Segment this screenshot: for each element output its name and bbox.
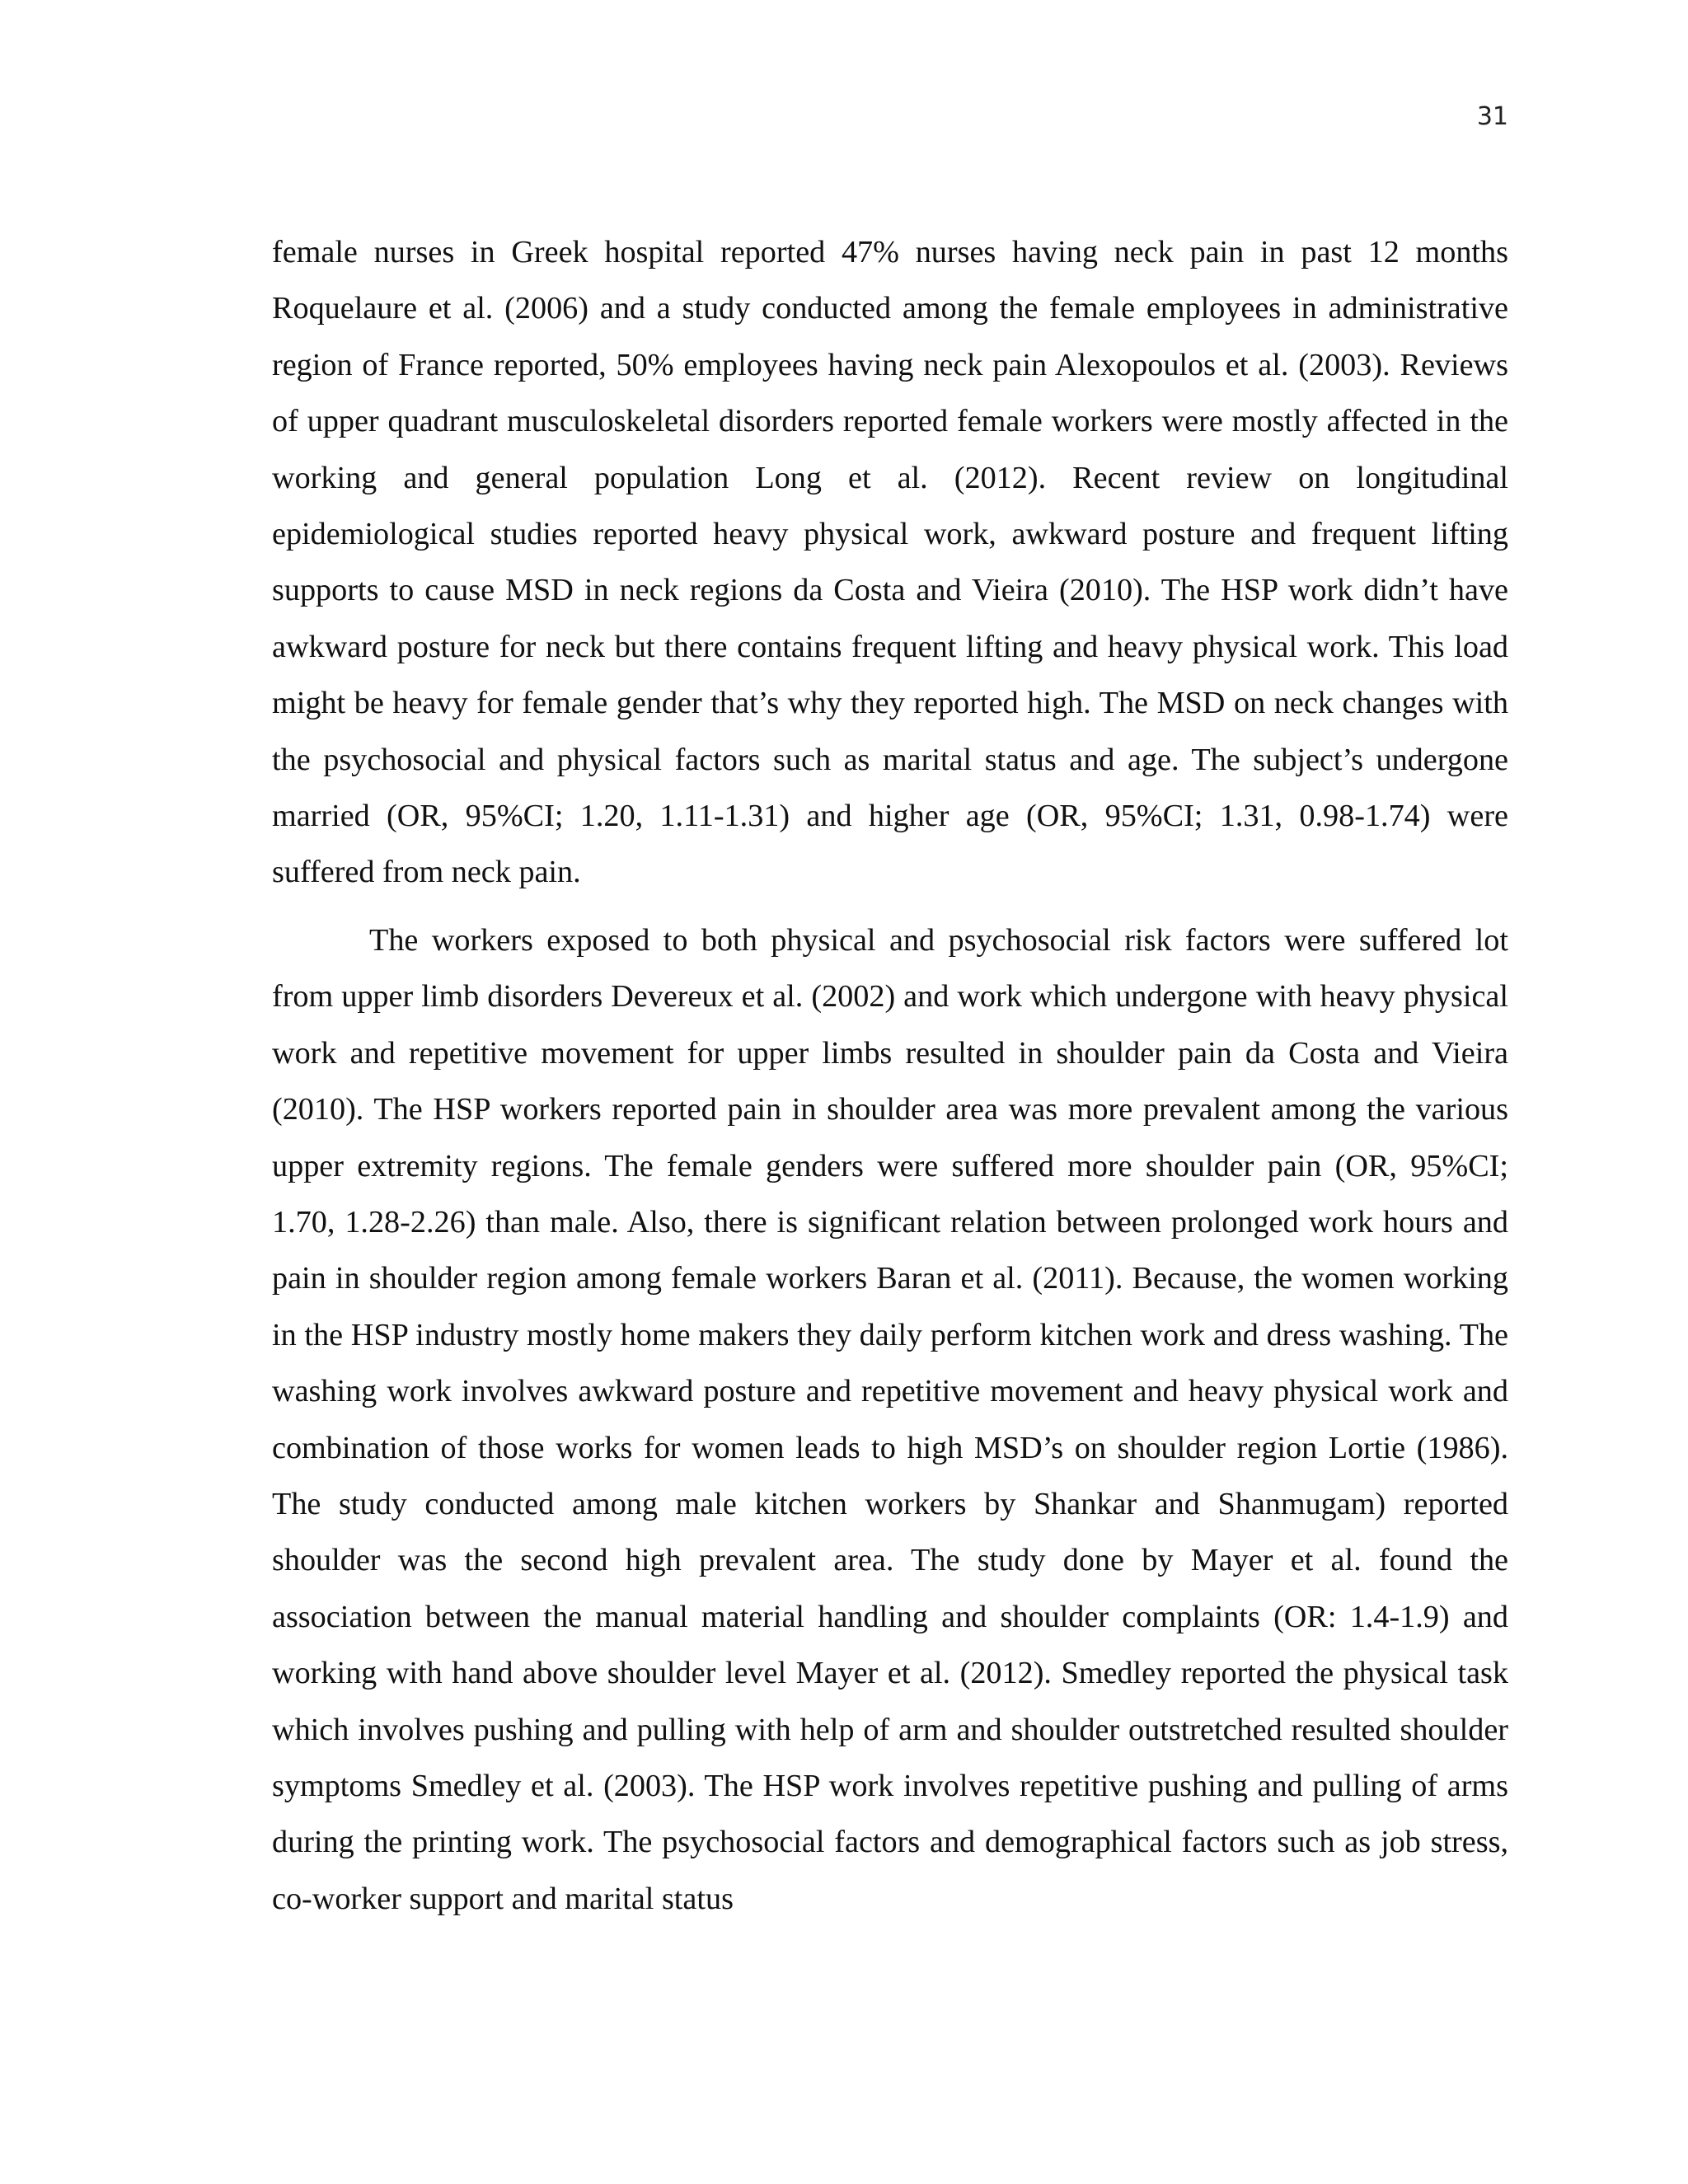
- paragraph-1: female nurses in Greek hospital reported 47% nurses having neck pain in past 12 months Roquelaure et al. (2006) and a study conducted among the female employees in administrative region of France reported, 50% employees having neck pain Alexopoulos et al. (2003). Reviews of upper quadrant musculoskeletal disorders reported female workers were mostly affected in the working and general population Long et al. (2012). Recent review on longitudinal epidemiological studies reported heavy physical work, awkward posture and frequent lifting supports to cause MSD in neck regions da Costa and Vieira (2010). The HSP work didn’t have awkward posture for neck but there contains frequent lifting and heavy physical work. This load might be heavy for female gender that’s why they reported high. The MSD on neck changes with the psychosocial and physical factors such as marital status and age. The subject’s undergone married (OR, 95%CI; 1.20, 1.11-1.31) and higher age (OR, 95%CI; 1.31, 0.98-1.74) were suffered from neck pain.: [272, 235, 1508, 890]
- body-text: [272, 224, 1508, 1927]
- paragraph-2: The workers exposed to both physical and psychosocial risk factors were suffered lot from upper limb disorders Devereux et al. (2002) and work which undergone with heavy physical work and repetitive movement for upper limbs resulted in shoulder pain da Costa and Vieira (2010). The HSP workers reported pain in shoulder area was more prevalent among the various upper extremity regions. The female genders were suffered more shoulder pain (OR, 95%CI; 1.70, 1.28-2.26) than male. Also, there is significant relation between prolonged work hours and pain in shoulder region among female workers Baran et al. (2011). Because, the women working in the HSP industry mostly home makers they daily perform kitchen work and dress washing. The washing work involves awkward posture and repetitive movement and heavy physical work and combination of those works for women leads to high MSD’s on shoulder region Lortie (1986). The study conducted among male kitchen workers by Shankar and Shanmugam) reported shoulder was the second high prevalent area. The study done by Mayer et al. found the association between the manual material handling and shoulder complaints (OR: 1.4-1.9) and working with hand above shoulder level Mayer et al. (2012). Smedley reported the physical task which involves pushing and pulling with help of arm and shoulder outstretched resulted shoulder symptoms Smedley et al. (2003). The HSP work involves repetitive pushing and pulling of arms during the printing work. The psychosocial factors and demographical factors such as job stress, co-worker support and marital status: [272, 922, 1508, 1916]
- page-number: 31: [1476, 102, 1508, 131]
